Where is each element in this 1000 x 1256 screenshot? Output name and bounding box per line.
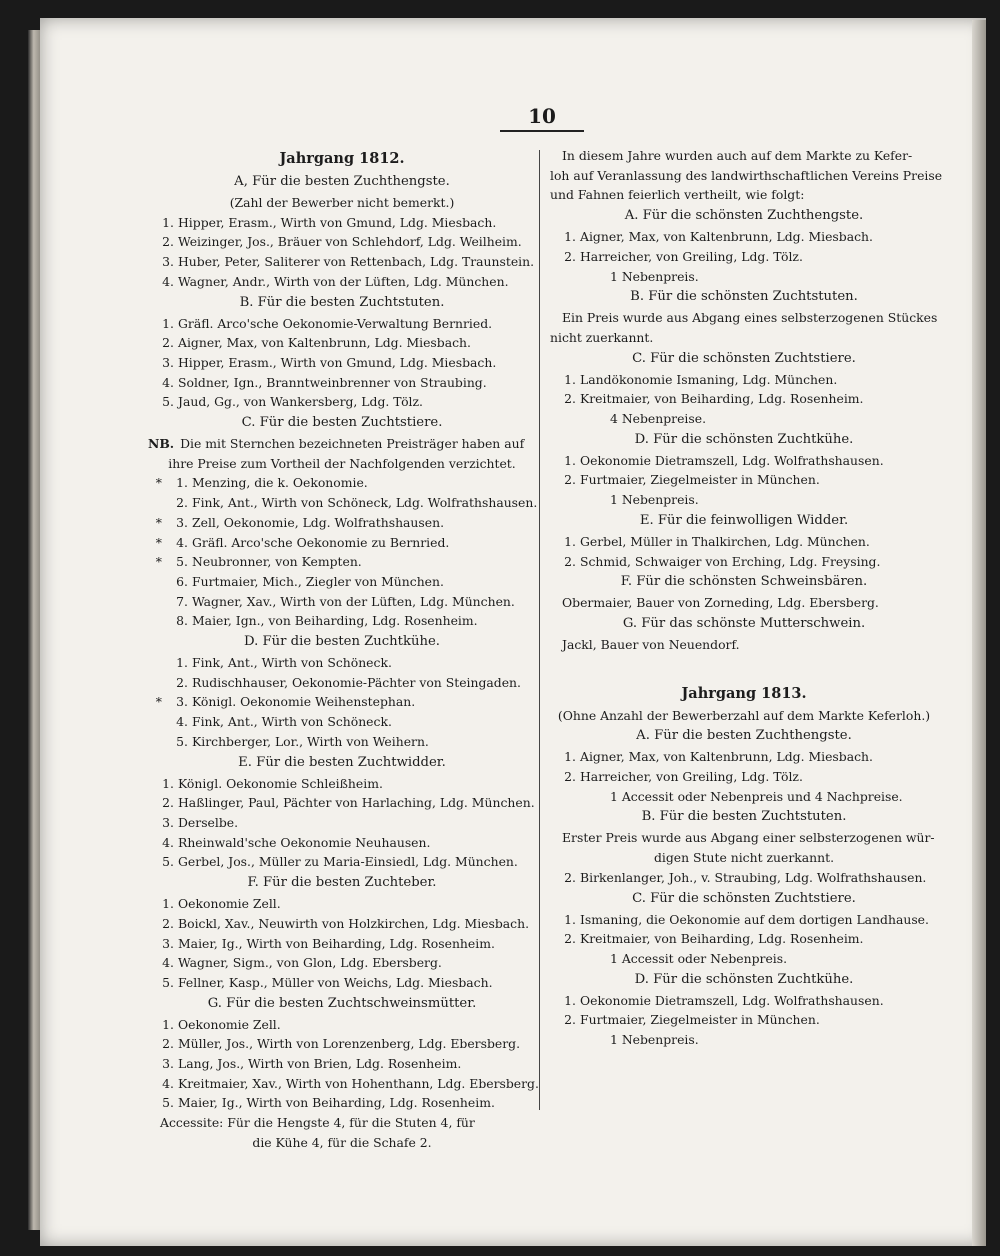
section-title: A, Für die besten Zuchthengste.: [234, 174, 450, 189]
list-item: [148, 653, 536, 673]
item-number: 1.: [564, 992, 576, 1008]
list-item: [148, 673, 536, 693]
list-item: [148, 813, 536, 833]
item-number: 2.: [162, 1036, 174, 1052]
section-title: B. Für die besten Zuchtstuten.: [641, 809, 847, 825]
list-item: [148, 1074, 539, 1094]
item-text: Aigner, Max, von Kaltenbrunn, Ldg. Miesbach.: [580, 749, 873, 765]
item-number: 4.: [176, 534, 188, 550]
item-number: 1.: [176, 655, 188, 671]
section-text: Jackl, Bauer von Neuendorf.: [562, 636, 740, 652]
item-text: Maier, Ign., von Beiharding, Ldg. Rosenheim.: [192, 613, 478, 629]
item-number: 2.: [176, 674, 188, 690]
section-title: F. Für die schönsten Schweinsbären.: [620, 574, 868, 590]
item-text: Maier, Ig., Wirth von Beiharding, Ldg. Rosenheim.: [178, 935, 495, 951]
item-text: Jaud, Gg., von Wankersberg, Ldg. Tölz.: [178, 394, 423, 410]
section-title: G. Für das schönste Mutterschwein.: [622, 615, 866, 631]
item-text: Fellner, Kasp., Müller von Weichs, Ldg. Miesbach.: [178, 974, 493, 990]
entry-list: [148, 314, 536, 413]
item-number: 2.: [564, 391, 576, 407]
list-item: [148, 213, 536, 233]
item-text: Wagner, Andr., Wirth von der Lüften, Ldg. München.: [178, 273, 509, 289]
item-text: Menzing, die k. Oekonomie.: [192, 475, 368, 491]
item-number: 5.: [162, 394, 174, 410]
item-text: Kreitmaier, Xav., Wirth von Hohenthann, Ldg. Ebersberg.: [178, 1075, 539, 1091]
item-text: Gräfl. Arco'sche Oekonomie zu Bernried.: [192, 534, 450, 550]
item-text: Fink, Ant., Wirth von Schöneck, Ldg. Wolfrathshausen.: [192, 495, 538, 511]
section-title: E. Für die feinwolligen Widder.: [639, 512, 849, 528]
list-item: [550, 370, 938, 390]
list-item: [148, 852, 536, 872]
item-number: 7.: [176, 593, 188, 609]
entry-list: [550, 991, 938, 1030]
section-title: B. Für die besten Zuchtstuten.: [239, 294, 445, 310]
list-item: [148, 232, 536, 252]
item-text: Neubronner, von Kempten.: [192, 554, 362, 570]
item-number: 1.: [162, 1016, 174, 1032]
item-text: Oekonomie Zell.: [178, 896, 281, 912]
nb-text: Die mit Sternchen bezeichneten Preisträger haben auf: [180, 436, 525, 452]
intro-text: und Fahnen feierlich vertheilt, wie folgt:: [550, 187, 805, 203]
item-text: Haßlinger, Paul, Pächter von Harlaching, Ldg. München.: [178, 795, 535, 811]
list-item: [148, 833, 536, 853]
item-number: 1.: [176, 475, 188, 491]
section-title: D. Für die besten Zuchtkühe.: [244, 634, 440, 650]
nb-label: NB.: [148, 436, 175, 452]
column-divider: [539, 150, 540, 1110]
list-item: [148, 513, 536, 533]
item-text: Derselbe.: [178, 814, 239, 830]
item-text: Aigner, Max, von Kaltenbrunn, Ldg. Miesbach.: [178, 335, 471, 351]
list-item: [148, 373, 536, 393]
item-number: 2.: [162, 234, 174, 250]
section-text: Erster Preis wurde aus Abgang einer selbsterzogenen wür-: [562, 830, 935, 846]
item-text: Hipper, Erasm., Wirth von Gmund, Ldg. Miesbach.: [178, 214, 497, 230]
extra-note: 1 Accessit oder Nebenpreis und 4 Nachpreise.: [610, 788, 903, 804]
item-number: 1.: [564, 533, 576, 549]
item-number: 4.: [162, 834, 174, 850]
section-title: D. Für die schönsten Zuchtkühe.: [634, 431, 854, 447]
item-text: Furtmaier, Mich., Ziegler von München.: [192, 573, 444, 589]
item-number: 5.: [162, 1095, 174, 1111]
item-number: 5.: [162, 974, 174, 990]
item-text: Harreicher, von Greiling, Ldg. Tölz.: [580, 769, 803, 785]
page-edge-right: [972, 20, 986, 1246]
accessit-note: Accessite: Für die Hengste 4, für die Stuten 4, für: [160, 1115, 475, 1131]
extra-note: 4 Nebenpreise.: [610, 411, 707, 427]
list-item: [148, 774, 536, 794]
list-item: [148, 953, 536, 973]
list-item: [148, 572, 536, 592]
item-number: 1.: [162, 214, 174, 230]
left-column: [148, 146, 539, 1153]
list-item: [550, 767, 938, 787]
item-number: 3.: [162, 935, 174, 951]
entry-list: [148, 213, 536, 292]
section-title: C. Für die schönsten Zuchtstiere.: [632, 890, 856, 906]
extra-note: 1 Accessit oder Nebenpreis.: [610, 950, 788, 966]
accessit-note: die Kühe 4, für die Schafe 2.: [252, 1134, 432, 1150]
section-title: F. Für die besten Zuchteber.: [247, 875, 437, 891]
list-item: [148, 392, 536, 412]
list-item: [550, 868, 938, 888]
item-number: 2.: [564, 1012, 576, 1028]
list-item: [148, 973, 536, 993]
item-text: Fink, Ant., Wirth von Schöneck.: [192, 655, 392, 671]
list-item: [550, 991, 938, 1011]
entry-list: [148, 894, 536, 993]
list-item: [148, 533, 536, 553]
list-item: [550, 227, 938, 247]
star-marker: *: [155, 694, 162, 710]
item-text: Aigner, Max, von Kaltenbrunn, Ldg. Miesbach.: [580, 229, 873, 245]
item-number: 8.: [176, 613, 188, 629]
list-item: [148, 353, 536, 373]
nb-text: ihre Preise zum Vortheil der Nachfolgenden verzichtet.: [168, 455, 516, 471]
item-number: 6.: [176, 573, 188, 589]
item-text: Landökonomie Ismaning, Ldg. München.: [580, 371, 838, 387]
section-text: Obermaier, Bauer von Zorneding, Ldg. Ebersberg.: [562, 595, 879, 611]
item-number: 3.: [162, 1056, 174, 1072]
entry-list: [550, 910, 938, 949]
list-item: [550, 532, 938, 552]
item-text: Oekonomie Zell.: [178, 1016, 281, 1032]
extra-note: 1 Nebenpreis.: [610, 1032, 699, 1048]
item-text: Furtmaier, Ziegelmeister in München.: [580, 1012, 820, 1028]
list-item: [148, 1015, 536, 1035]
entry-list: [148, 774, 536, 873]
item-number: 1.: [564, 229, 576, 245]
list-item: [148, 712, 536, 732]
item-number: 1.: [564, 911, 576, 927]
item-number: 2.: [564, 472, 576, 488]
item-text: Schmid, Schwaiger von Erching, Ldg. Freysing.: [580, 553, 881, 569]
item-number: 4.: [162, 955, 174, 971]
item-number: 3.: [162, 354, 174, 370]
item-number: 1.: [162, 775, 174, 791]
section-title: C. Für die besten Zuchtstiere.: [241, 415, 443, 431]
item-text: Rudischhauser, Oekonomie-Pächter von Steingaden.: [192, 674, 521, 690]
item-text: Oekonomie Dietramszell, Ldg. Wolfrathshausen.: [580, 452, 884, 468]
list-item: [550, 1010, 938, 1030]
item-number: 3.: [162, 254, 174, 270]
item-text: Ismaning, die Oekonomie auf dem dortigen Landhause.: [580, 911, 929, 927]
item-text: Kirchberger, Lor., Wirth von Weihern.: [192, 733, 429, 749]
list-item: [550, 552, 938, 572]
item-number: 1.: [162, 896, 174, 912]
section-text: digen Stute nicht zuerkannt.: [653, 850, 835, 866]
entry-list: [148, 473, 536, 631]
list-item: [148, 493, 536, 513]
page-number: 10: [500, 104, 584, 132]
list-item: [148, 732, 536, 752]
item-number: 3.: [176, 514, 188, 530]
list-item: [148, 1054, 536, 1074]
item-text: Maier, Ig., Wirth von Beiharding, Ldg. Rosenheim.: [178, 1095, 495, 1111]
list-item: [550, 389, 938, 409]
item-text: Gerbel, Müller in Thalkirchen, Ldg. München.: [580, 533, 870, 549]
star-marker: *: [155, 475, 162, 491]
item-text: Soldner, Ign., Branntweinbrenner von Straubing.: [178, 374, 487, 390]
entry-list: [148, 1015, 539, 1114]
entry-list: [550, 868, 938, 888]
entry-list: [550, 451, 938, 490]
section-title: B. Für die schönsten Zuchtstuten.: [630, 289, 858, 305]
entry-list: [550, 370, 938, 409]
list-item: [148, 1093, 536, 1113]
list-item: [148, 914, 536, 934]
item-text: Kreitmaier, von Beiharding, Ldg. Rosenheim.: [580, 391, 864, 407]
item-text: Furtmaier, Ziegelmeister in München.: [580, 472, 820, 488]
item-number: 2.: [162, 795, 174, 811]
item-number: 2.: [176, 495, 188, 511]
list-item: [148, 552, 536, 572]
item-text: Gerbel, Jos., Müller zu Maria-Einsiedl, Ldg. München.: [178, 854, 518, 870]
star-marker: *: [155, 534, 162, 550]
section-title: A. Für die schönsten Zuchthengste.: [624, 208, 864, 224]
item-number: 1.: [564, 371, 576, 387]
item-text: Birkenlanger, Joh., v. Straubing, Ldg. Wolfrathshausen.: [580, 869, 927, 885]
section-title: A. Für die besten Zuchthengste.: [636, 728, 852, 744]
item-text: Müller, Jos., Wirth von Lorenzenberg, Ldg. Ebersberg.: [178, 1036, 521, 1052]
list-item: [148, 894, 536, 914]
section-text: nicht zuerkannt.: [550, 329, 654, 345]
list-item: [550, 247, 938, 267]
list-item: [148, 793, 536, 813]
item-number: 3.: [162, 814, 174, 830]
item-number: 5.: [176, 733, 188, 749]
extra-note: 1 Nebenpreis.: [610, 492, 699, 508]
entry-list: [550, 532, 938, 571]
entry-list: [550, 747, 938, 786]
extra-note: 1 Nebenpreis.: [610, 268, 699, 284]
star-marker: *: [155, 514, 162, 530]
item-number: 5.: [176, 554, 188, 570]
list-item: [148, 314, 536, 334]
nb-note: [148, 434, 536, 454]
item-text: Gräfl. Arco'sche Oekonomie-Verwaltung Bernried.: [178, 315, 493, 331]
item-number: 2.: [564, 769, 576, 785]
list-item: [550, 929, 938, 949]
item-number: 4.: [162, 1075, 174, 1091]
item-number: 1.: [564, 749, 576, 765]
item-number: 5.: [162, 854, 174, 870]
item-number: 2.: [162, 915, 174, 931]
item-number: 1.: [564, 452, 576, 468]
item-text: Zell, Oekonomie, Ldg. Wolfrathshausen.: [192, 514, 445, 530]
list-item: [148, 611, 536, 631]
list-item: [550, 470, 938, 490]
item-text: Lang, Jos., Wirth von Brien, Ldg. Rosenheim.: [178, 1056, 462, 1072]
item-text: Boickl, Xav., Neuwirth von Holzkirchen, Ldg. Miesbach.: [178, 915, 530, 931]
item-number: 2.: [564, 553, 576, 569]
item-number: 2.: [564, 248, 576, 264]
item-text: Wagner, Xav., Wirth von der Lüften, Ldg. München.: [192, 593, 515, 609]
item-number: 2.: [162, 335, 174, 351]
list-item: [148, 252, 536, 272]
list-item: [550, 910, 938, 930]
item-number: 2.: [564, 931, 576, 947]
intro-text: In diesem Jahre wurden auch auf dem Markte zu Kefer-: [562, 148, 913, 163]
list-item: [148, 473, 536, 493]
list-item: [148, 592, 536, 612]
right-column: [550, 146, 943, 1050]
section-title: E. Für die besten Zuchtwidder.: [238, 754, 446, 770]
item-text: Hipper, Erasm., Wirth von Gmund, Ldg. Miesbach.: [178, 354, 497, 370]
item-number: 3.: [176, 694, 188, 710]
section-title: D. Für die schönsten Zuchtkühe.: [634, 971, 854, 987]
item-text: Oekonomie Dietramszell, Ldg. Wolfrathshausen.: [580, 992, 884, 1008]
item-text: Wagner, Sigm., von Glon, Ldg. Ebersberg.: [178, 955, 442, 971]
list-item: [550, 747, 938, 767]
item-text: Königl. Oekonomie Schleißheim.: [178, 775, 383, 791]
item-text: Rheinwald'sche Oekonomie Neuhausen.: [178, 834, 431, 850]
year-note: (Ohne Anzahl der Bewerberzahl auf dem Markte Keferloh.): [557, 707, 931, 723]
year-heading-1812: Jahrgang 1812.: [279, 150, 405, 167]
item-text: Harreicher, von Greiling, Ldg. Tölz.: [580, 248, 803, 264]
item-number: 1.: [162, 315, 174, 331]
star-marker: *: [155, 554, 162, 570]
item-number: 4.: [176, 714, 188, 730]
list-item: [148, 1034, 536, 1054]
item-number: 4.: [162, 273, 174, 289]
list-item: [148, 934, 536, 954]
section-title: C. Für die schönsten Zuchtstiere.: [632, 350, 856, 366]
list-item: [148, 333, 536, 353]
item-text: Weizinger, Jos., Bräuer von Schlehdorf, Ldg. Weilheim.: [178, 234, 522, 250]
list-item: [148, 692, 536, 712]
item-text: Königl. Oekonomie Weihenstephan.: [192, 694, 416, 710]
year-heading-1813: Jahrgang 1813.: [681, 684, 807, 702]
item-text: Fink, Ant., Wirth von Schöneck.: [192, 714, 392, 730]
intro-text: loh auf Veranlassung des landwirthschaftlichen Vereins Preise: [550, 167, 943, 183]
item-number: 4.: [162, 374, 174, 390]
list-item: [550, 451, 938, 471]
section-note: (Zahl der Bewerber nicht bemerkt.): [229, 195, 455, 210]
entry-list: [148, 653, 536, 752]
item-text: Kreitmaier, von Beiharding, Ldg. Rosenheim.: [580, 931, 864, 947]
section-title: G. Für die besten Zuchtschweinsmütter.: [207, 995, 477, 1011]
list-item: [148, 272, 536, 292]
item-number: 2.: [564, 869, 576, 885]
section-text: Ein Preis wurde aus Abgang eines selbsterzogenen Stückes: [562, 310, 938, 326]
item-text: Huber, Peter, Saliterer von Rettenbach, Ldg. Traunstein.: [178, 254, 535, 270]
entry-list: [550, 227, 938, 266]
